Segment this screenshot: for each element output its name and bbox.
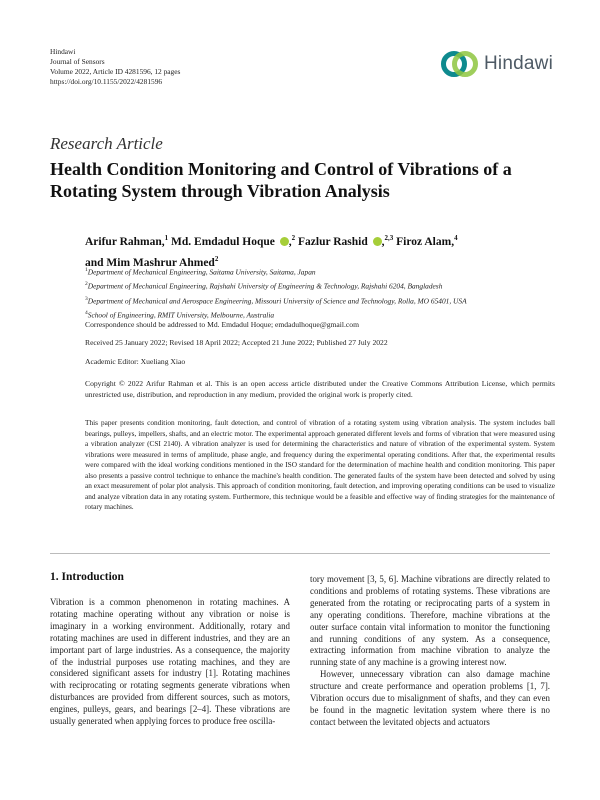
journal-meta xyxy=(50,47,180,87)
article-type: Research Article xyxy=(50,134,163,153)
affiliation-text: Department of Mechanical Engineering, Saitama University, Saitama, Japan xyxy=(87,267,316,277)
academic-editor: Academic Editor: Xueliang Xiao xyxy=(85,357,186,366)
affiliation-text: Department of Mechanical and Aerospace Engineering, Missouri University of Science and Technology, Rolla, MO 65401, USA xyxy=(87,296,467,306)
author-affil-mark: 2 xyxy=(291,234,296,242)
body-paragraph: tory movement [3, 5, 6]. Machine vibrations are directly related to conditions and problems of rotating systems. These vibrations are generated from the rotating or reciprocating parts of a system in any operating conditions. Therefore, machine vibrations at the outer surface contain vital information to monitor the functioning and running conditions of any system. As a consequence, extracting information from machine vibration to analyze the running state of any machine is a growing interest now. xyxy=(310,574,550,668)
affiliation-item xyxy=(85,278,555,292)
affiliation-number: 4 xyxy=(85,310,88,317)
body-column-right xyxy=(310,574,550,729)
affiliation-list xyxy=(85,264,555,322)
author-affil-mark: 4 xyxy=(454,234,458,242)
author-name[interactable]: Fazlur Rashid xyxy=(298,235,368,248)
affiliation-item xyxy=(85,293,555,307)
section-heading: 1. Introduction xyxy=(50,571,124,583)
author-affil-mark: 1 xyxy=(164,234,169,242)
affiliation-item xyxy=(85,264,555,278)
publisher-name: Hindawi xyxy=(50,47,76,56)
author-name[interactable]: Mim Mashrur Ahmed xyxy=(106,256,215,269)
author-name[interactable]: Md. Emdadul Hoque xyxy=(171,235,275,248)
author-name[interactable]: Firoz Alam, xyxy=(396,235,455,248)
publication-dates: Received 25 January 2022; Revised 18 April 2022; Accepted 21 June 2022; Published 27 July 2022 xyxy=(85,338,388,347)
hindawi-logo-icon xyxy=(440,47,480,81)
body-paragraph: Vibration is a common phenomenon in rotating machines. A rotating machine operating without any vibration or noise is imaginary in a working environment. Additionally, rotary and rotating machines are used in different industries, and they are an important part of large industries. As a consequence, the majority of the industrial purposes use rotating machines, and they are considered significant assets for industry [1]. Rotating machines with reciprocating or rotating segments generate vibrations when disturbances are provided from different sources, such as motors, engines, pulleys, gears, and bearings [2–4]. These vibrations are usually generated when applying forces to produce free oscilla- xyxy=(50,597,290,727)
volume-line: Volume 2022, Article ID 4281596, 12 pages xyxy=(50,67,181,76)
journal-name: Journal of Sensors xyxy=(50,57,105,66)
orcid-icon[interactable] xyxy=(373,237,382,246)
hindawi-logo[interactable] xyxy=(440,47,552,79)
author-name[interactable]: Arifur Rahman, xyxy=(85,235,165,248)
logo-wordmark: Hindawi xyxy=(484,53,553,74)
abstract: This paper presents condition monitoring, fault detection, and control of vibration of a rotating system using vibration analysis. The system includes ball bearings, pulleys, impellers, shafts, and an electric motor. The experimental approach generated different levels and forms of vibration that were measured using a vibration analyzer (CSI 2140). A vibration analyzer is used for determining the characteristics and nature of vibration of the experimental system. System vibrations were measured in terms of amplitude, phase angle, and frequency during the experimental operating conditions. After that, the experimental results were compared with the ideal working conditions mentioned in the ISO standard for the determination of machine health and condition monitoring. This paper also presents a passive control technique to enhance the machine's health condition. The generated faults of the system have been detected and solved by using an exact measurement of polar plot analysis. This approach of condition monitoring, fault detection, and improving operating conditions can be used to visualize and analyze vibration data in any rotating system. Furthermore, this technique would be a feasible and effective way of finding strategies for the maintenance of rotary machines. xyxy=(85,418,555,511)
affiliation-text: Department of Mechanical Engineering, Rajshahi University of Engineering & Technology, Rajshahi 6204, Bangladesh xyxy=(87,281,443,291)
affiliation-number: 3 xyxy=(85,295,88,302)
copyright-notice: Copyright © 2022 Arifur Rahman et al. This is an open access article distributed under the Creative Commons Attribution License, which permits unrestricted use, distribution, and reproduction in any medium, provided the original work is properly cited. xyxy=(85,379,555,399)
paper-title: Health Condition Monitoring and Control of Vibrations of a Rotating System through Vibration Analysis xyxy=(50,159,512,201)
affiliation-text: School of Engineering, RMIT University, Melbourne, Australia xyxy=(87,310,275,320)
author-affil-mark: 2 xyxy=(214,254,219,263)
section-divider xyxy=(50,553,550,554)
body-paragraph: However, unnecessary vibration can also damage machine structure and create performance and operation problems [1, 7]. Vibration occurs due to misalignment of shafts, and they can even be found in the magnetic levitation system where there is no contact between the levitated objects and actuators xyxy=(310,669,550,727)
orcid-icon[interactable] xyxy=(280,237,289,246)
affiliation-number: 1 xyxy=(85,267,88,273)
author-affil-mark: 2,3 xyxy=(384,234,394,242)
author-list: Arifur Rahman,$^1$ Md. Emdadul Hoque ,$^2$ Fazlur Rashid ,$^{2,3}$ Firoz Alam,$^4$ and Mim Mashrur Ahmed$^2$ xyxy=(85,234,458,269)
correspondence: Correspondence should be addressed to Md. Emdadul Hoque; emdadulhoque@gmail.com xyxy=(85,320,359,329)
doi-link[interactable]: https://doi.org/10.1155/2022/4281596 xyxy=(50,77,163,86)
body-column-left xyxy=(50,597,290,728)
affiliation-number: 2 xyxy=(85,281,88,288)
